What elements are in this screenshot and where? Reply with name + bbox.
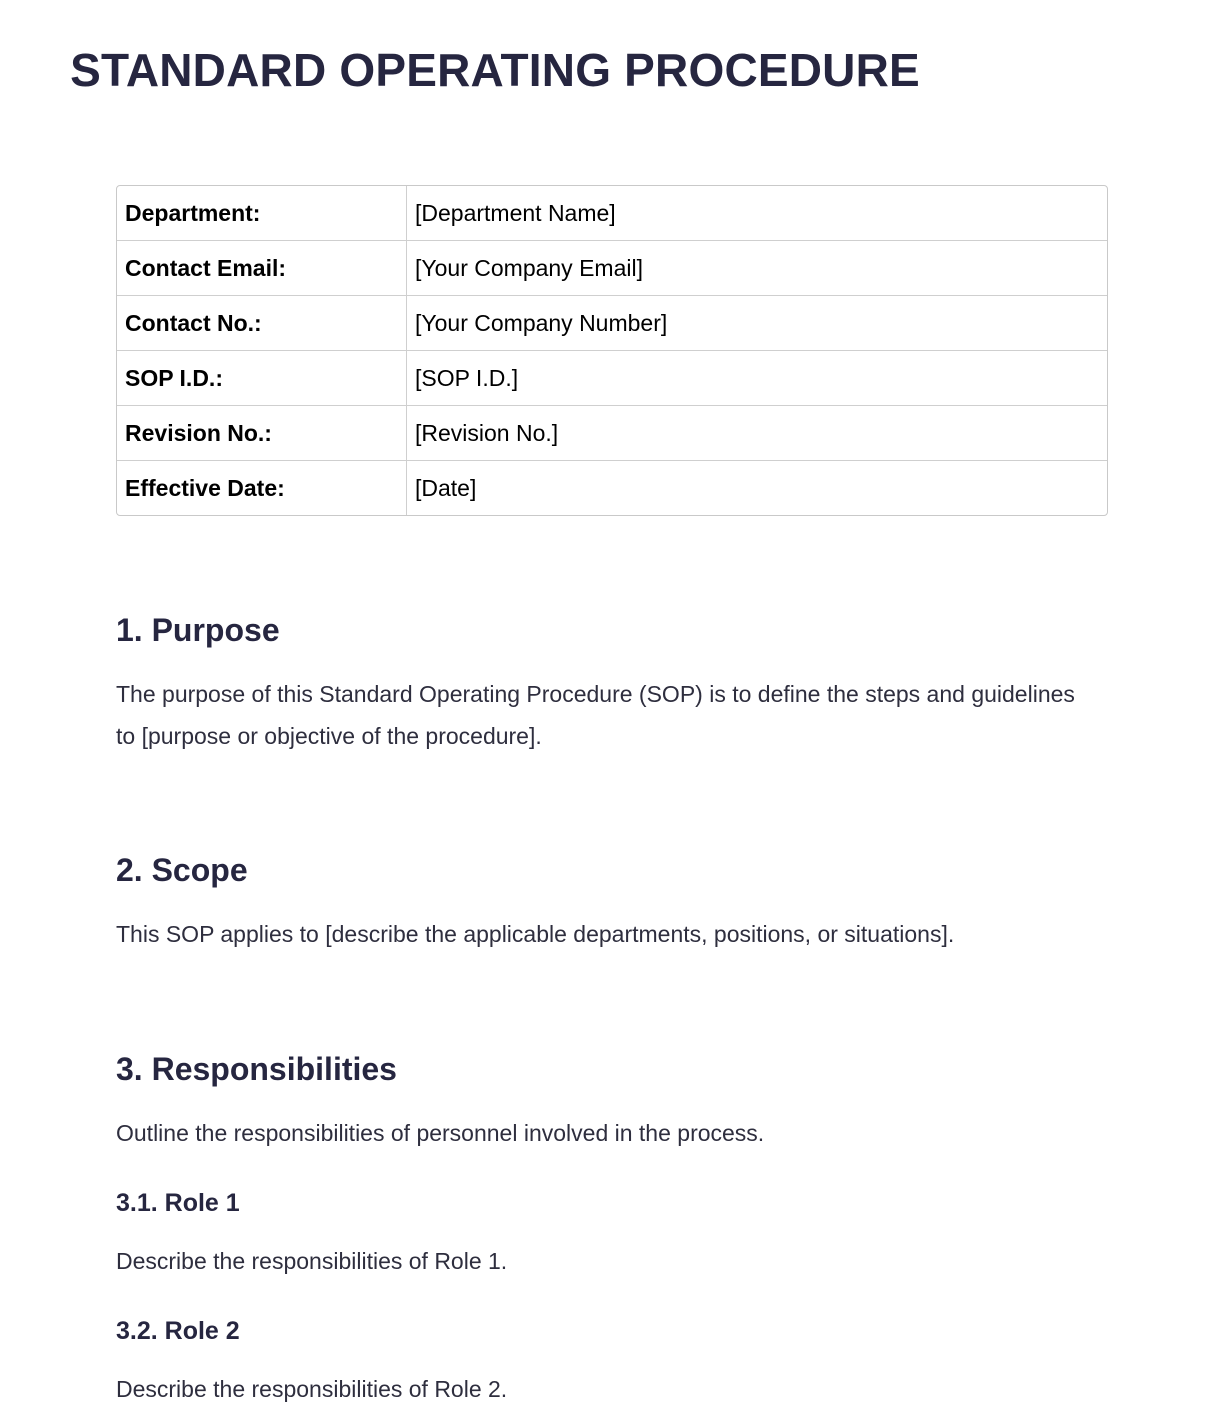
table-row — [117, 350, 1107, 405]
role-2-paragraph: Describe the responsibilities of Role 2. — [116, 1376, 508, 1402]
revision-number-value: [Revision No.] — [415, 419, 559, 446]
info-table — [116, 185, 1108, 516]
department-label: Department: — [117, 186, 407, 240]
contact-email-value: [Your Company Email] — [415, 254, 643, 281]
table-row — [117, 295, 1107, 350]
purpose-paragraph: The purpose of this Standard Operating Procedure (SOP) is to define the steps and guidelines to [purpose or objective of the procedure]. — [116, 681, 1075, 749]
contact-email-label: Contact Email: — [117, 241, 407, 295]
table-row — [117, 460, 1107, 515]
role-1-heading: 3.1. Role 1 — [116, 1189, 240, 1217]
document-title: STANDARD OPERATING PROCEDURE — [70, 44, 920, 96]
sop-id-label: SOP I.D.: — [117, 351, 407, 405]
table-row — [117, 186, 1107, 240]
scope-paragraph: This SOP applies to [describe the applicable departments, positions, or situations]. — [116, 921, 955, 947]
contact-number-value: [Your Company Number] — [415, 309, 668, 336]
purpose-heading: 1. Purpose — [116, 612, 280, 648]
table-row — [117, 240, 1107, 295]
role-1-paragraph: Describe the responsibilities of Role 1. — [116, 1248, 508, 1274]
effective-date-label: Effective Date: — [117, 461, 407, 515]
sop-id-value: [SOP I.D.] — [415, 364, 519, 391]
scope-heading: 2. Scope — [116, 852, 248, 888]
role-2-heading: 3.2. Role 2 — [116, 1317, 240, 1345]
responsibilities-paragraph: Outline the responsibilities of personnel involved in the process. — [116, 1120, 765, 1146]
responsibilities-heading: 3. Responsibilities — [116, 1051, 397, 1087]
contact-number-label: Contact No.: — [117, 296, 407, 350]
table-row — [117, 405, 1107, 460]
department-value: [Department Name] — [415, 199, 616, 226]
effective-date-value: [Date] — [415, 474, 477, 501]
revision-number-label: Revision No.: — [117, 406, 407, 460]
